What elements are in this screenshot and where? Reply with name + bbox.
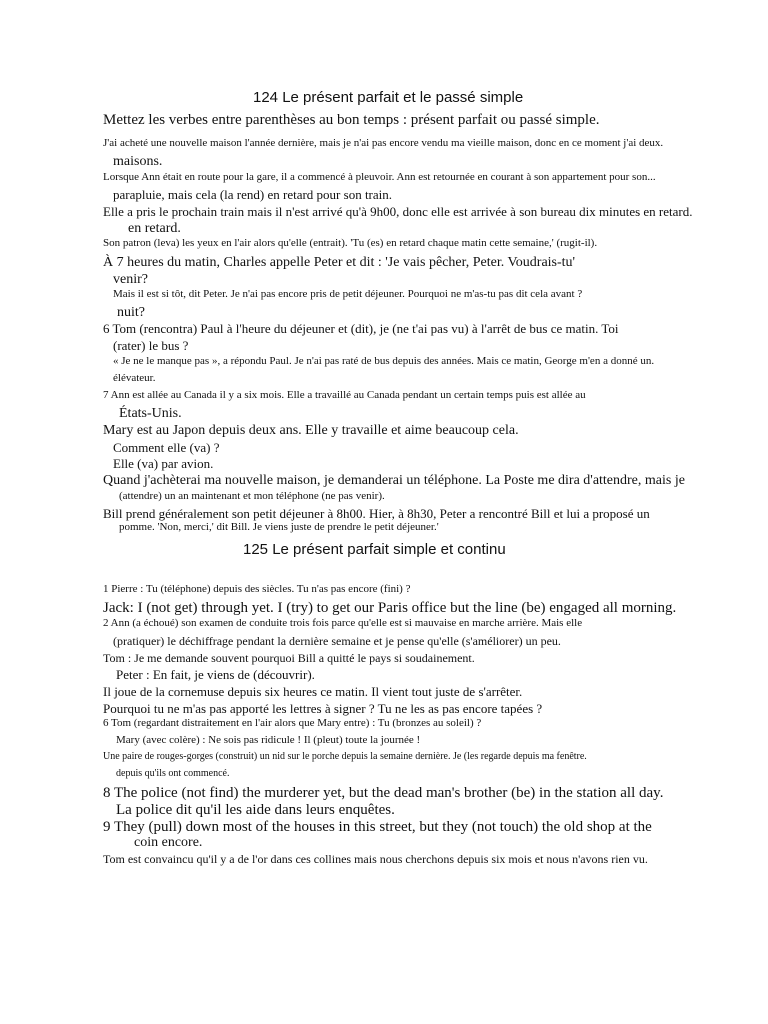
text-line: venir? (113, 272, 148, 287)
text-line: Son patron (leva) les yeux en l'air alors qu'elle (entrait). 'Tu (es) en retard chaque matin cette semaine,' (rugit-il). (103, 237, 598, 249)
text-line: parapluie, mais cela (la rend) en retard pour son train. (113, 187, 393, 202)
text-line: Mary est au Japon depuis deux ans. Elle y travaille et aime beaucoup cela. (103, 423, 519, 438)
text-line: 8 The police (not find) the murderer yet, but the dead man's brother (be) in the station all day. (103, 785, 664, 801)
text-line: Lorsque Ann était en route pour la gare, il a commencé à pleuvoir. Ann est retournée en courant à son appartement pour son... (103, 171, 656, 183)
text-line: Quand j'achèterai ma nouvelle maison, je demanderai un téléphone. La Poste me dira d'attendre, mais je (103, 473, 685, 488)
text-line: Il joue de la cornemuse depuis six heures ce matin. Il vient tout juste de s'arrêter. (103, 684, 523, 699)
text-line: Mais il est si tôt, dit Peter. Je n'ai pas encore pris de petit déjeuner. Pourquoi ne m'as-tu pas dit cela avant ? (113, 288, 583, 300)
text-line: La police dit qu'il les aide dans leurs enquêtes. (116, 802, 395, 818)
text-line: pomme. 'Non, merci,' dit Bill. Je viens juste de prendre le petit déjeuner.' (119, 521, 439, 533)
text-line: J'ai acheté une nouvelle maison l'année dernière, mais je n'ai pas encore vendu ma vieille maison, donc en ce moment j'ai deux. (103, 137, 664, 149)
section-124-title: 124 Le présent parfait et le passé simple (253, 89, 524, 106)
text-line: (attendre) un an maintenant et mon téléphone (ne pas venir). (119, 490, 385, 502)
text-line: Comment elle (va) ? (113, 440, 220, 455)
text-line: maisons. (113, 154, 163, 169)
text-line: 7 Ann est allée au Canada il y a six mois. Elle a travaillé au Canada pendant un certain temps puis est allée au (103, 389, 586, 401)
text-line: À 7 heures du matin, Charles appelle Peter et dit : 'Je vais pêcher, Peter. Voudrais-tu' (103, 255, 576, 270)
text-line: 1 Pierre : Tu (téléphone) depuis des siècles. Tu n'as pas encore (fini) ? (103, 583, 411, 595)
text-line: 9 They (pull) down most of the houses in this street, but they (not touch) the old shop at the (103, 819, 652, 835)
text-line: Pourquoi tu ne m'as pas apporté les lettres à signer ? Tu ne les as pas encore tapées ? (103, 701, 543, 716)
text-line: Bill prend généralement son petit déjeuner à 8h00. Hier, à 8h30, Peter a rencontré Bill et lui a proposé un (103, 506, 650, 521)
text-line: élévateur. (113, 372, 156, 384)
text-line: Tom est convaincu qu'il y a de l'or dans ces collines mais nous cherchons depuis six mois et nous n'avons rien vu. (103, 852, 648, 866)
text-line: (rater) le bus ? (113, 338, 189, 353)
text-line: Mary (avec colère) : Ne sois pas ridicule ! Il (pleut) toute la journée ! (116, 734, 421, 746)
text-line: (pratiquer) le déchiffrage pendant la dernière semaine et je pense qu'elle (s'améliorer) un peu. (113, 634, 561, 648)
text-line: depuis qu'ils ont commencé. (116, 768, 230, 779)
text-line: Tom : Je me demande souvent pourquoi Bill a quitté le pays si soudainement. (103, 651, 475, 665)
text-line: Jack: I (not get) through yet. I (try) to get our Paris office but the line (be) engaged all morning. (103, 600, 677, 616)
text-line: en retard. (128, 221, 181, 236)
section-125-title: 125 Le présent parfait simple et continu (243, 541, 506, 558)
text-line: Une paire de rouges-gorges (construit) un nid sur le porche depuis la semaine dernière. Je (les regarde depuis ma fenêtre. (103, 751, 587, 762)
text-line: États-Unis. (119, 406, 182, 421)
section-124-instruction: Mettez les verbes entre parenthèses au bon temps : présent parfait ou passé simple. (103, 112, 600, 128)
text-line: nuit? (117, 305, 145, 320)
text-line: 6 Tom (rencontra) Paul à l'heure du déjeuner et (dit), je (ne t'ai pas vu) à l'arrêt de bus ce matin. Toi (103, 321, 619, 336)
text-line: coin encore. (134, 835, 203, 850)
text-line: 6 Tom (regardant distraitement en l'air alors que Mary entre) : Tu (bronzes au soleil) ? (103, 717, 482, 729)
text-line: « Je ne le manque pas », a répondu Paul. Je n'ai pas raté de bus depuis des années. Mais ce matin, George m'en a donné un. (113, 355, 655, 367)
text-line: Peter : En fait, je viens de (découvrir). (116, 667, 315, 682)
text-line: Elle (va) par avion. (113, 456, 214, 471)
text-line: Elle a pris le prochain train mais il n'est arrivé qu'à 9h00, donc elle est arrivée à son bureau dix minutes en retard. (103, 204, 693, 219)
text-line: 2 Ann (a échoué) son examen de conduite trois fois parce qu'elle est si mauvaise en marche arrière. Mais elle (103, 617, 583, 629)
